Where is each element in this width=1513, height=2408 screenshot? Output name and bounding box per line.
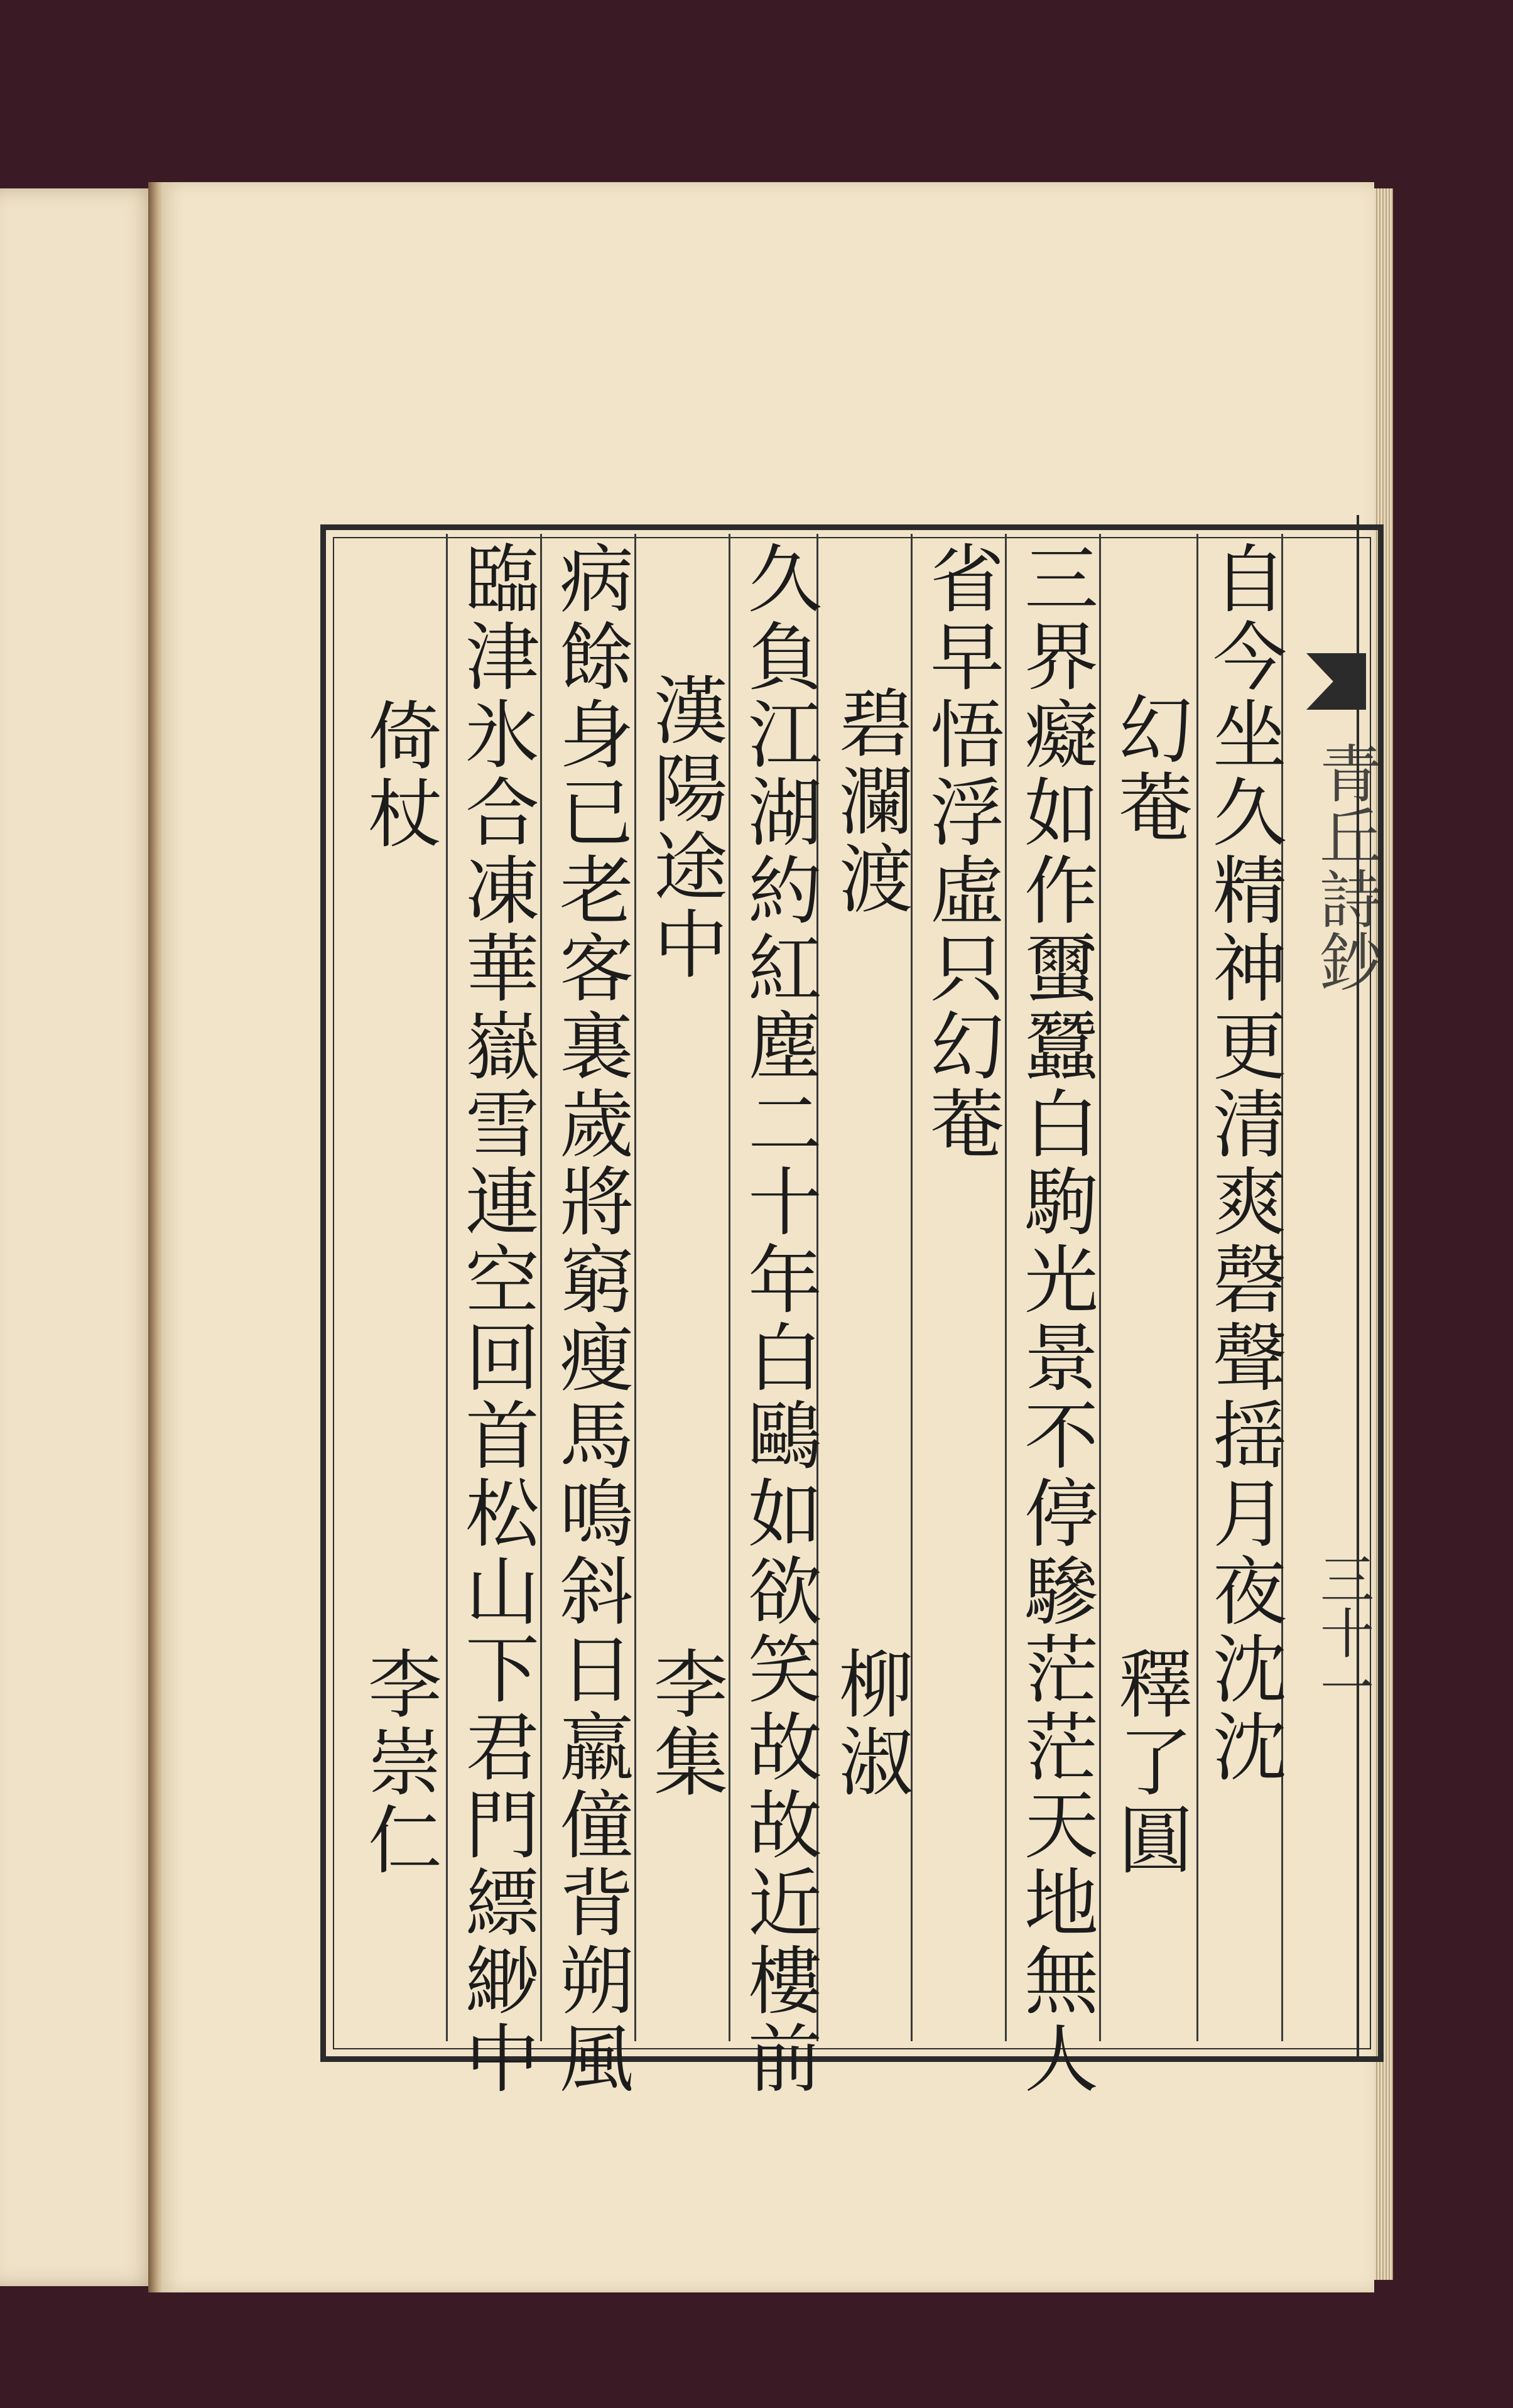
poem-title: 漢陽途中 <box>641 672 728 984</box>
poem-author: 李集 <box>641 1646 728 1801</box>
poem-author: 釋了圓 <box>1106 1646 1193 1879</box>
poem-title: 倚杖 <box>355 697 442 853</box>
left-page <box>0 188 157 2286</box>
page-number: 三十一 <box>1311 1551 1374 1713</box>
poem-author: 李崇仁 <box>355 1646 442 1879</box>
text-column: 病餘身已老客裏歲將窮瘦馬鳴斜日羸僮背朔風 <box>547 540 634 2098</box>
text-column: 久負江湖約紅塵二十年白鷗如欲笑故故近樓前 <box>735 540 822 2098</box>
text-column: 自今坐久精神更清爽磬聲揺月夜沈沈 <box>1200 540 1287 1786</box>
text-column: 省早悟浮虛只幻菴 <box>918 540 1004 1163</box>
poem-author: 柳淑 <box>827 1646 913 1801</box>
text-column: 臨津氷合凍華嶽雪連空回首松山下君門縹緲中 <box>453 540 540 2098</box>
text-column: 三界癡如作蠒蠶白駒光景不停驂茫茫天地無人 <box>1012 540 1098 2098</box>
poem-title: 幻菴 <box>1106 691 1193 847</box>
running-title: 青丘詩鈔 <box>1309 741 1382 992</box>
poem-title: 碧瀾渡 <box>827 685 913 918</box>
column-rule <box>446 534 448 2041</box>
